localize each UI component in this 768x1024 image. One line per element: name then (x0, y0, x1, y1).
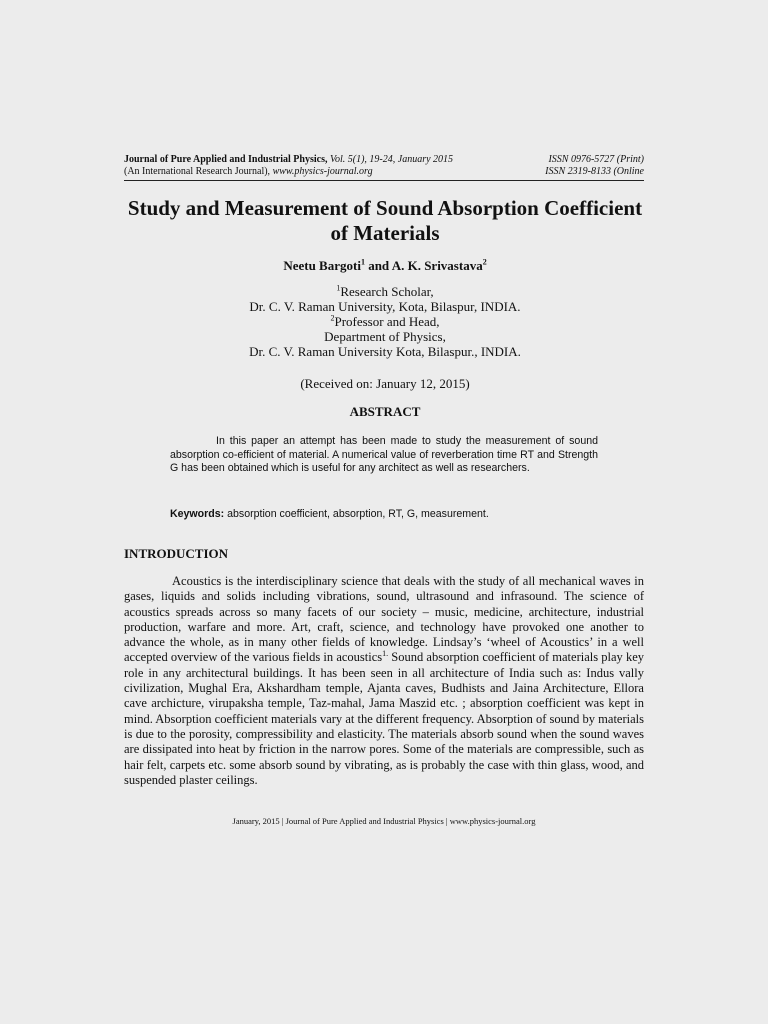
header-right (514, 154, 644, 178)
affiliation-1-role (100, 284, 670, 299)
intro-text-part-1: Acoustics is the interdisciplinary science that deals with the study of all mechanical waves in gases, liquids and solids including vibrations, sound, ultrasound and infrasound. The science of acoustics spreads across so many facets of our society – music, medicine, architecture, industrial production, warfare and more. Art, craft, science, and technology have provoked one another to advance the whole, as in many other fields of knowledge. Lindsay’s ‘wheel of Acoustics’ in a well accepted overview of the various fields in acoustics (124, 574, 644, 665)
header-rule (124, 180, 644, 181)
author-2: A. K. Srivastava (391, 258, 483, 273)
author-2-affil-mark: 2 (482, 257, 487, 267)
title-line-1: Study and Measurement of Sound Absorption Coefficient (127, 196, 643, 220)
journal-website: www.physics-journal.org (272, 166, 373, 177)
affiliations (100, 284, 670, 359)
header-line-1 (124, 154, 524, 166)
affiliation-1-role-text: Research Scholar, (340, 284, 434, 299)
affiliation-2-role-text: Professor and Head, (334, 314, 440, 329)
introduction-paragraph (124, 574, 644, 788)
keywords-list: absorption coefficient, absorption, RT, G, measurement. (224, 508, 489, 520)
journal-subtitle: (An International Research Journal), (124, 166, 273, 177)
issn-print: ISSN 0976-5727 (Print) (548, 154, 644, 165)
affiliation-2-institution: Dr. C. V. Raman University Kota, Bilaspur., INDIA. (249, 344, 521, 359)
intro-text-part-2: Sound absorption coefficient of materials play key role in any architectural buildings. It has been seen in all architecture of India such as: Indus vally civilization, Mughal Era, Akshardham temple, Ajanta caves, Budhists and Jaina Architecture, Ellora cave archicture, virupaksha temple, Taz-mahal, Jama Maszid etc. ; absorption coefficient was kept in mind. Absorption coefficient materials vary at the different frequency. Absorption of sound by materials is due to the porosity, compressibility and elasticity. The materials absorb sound when the sound waves are dissipated into heat by friction in the narrow pores. Some of the materials are compressible, such as hair felt, carpets etc. some absorb sound by vibrating, as is probably the case with thin glass, wood, and suspended plaster ceilings. (124, 650, 644, 787)
author-1-affil-mark: 1 (360, 257, 365, 267)
paper-title (100, 196, 670, 246)
author-list (100, 258, 670, 274)
affiliation-1-mark: 1 (336, 283, 341, 293)
volume-info: Vol. 5(1), 19-24, January 2015 (329, 154, 454, 165)
keywords-label: Keywords: (170, 508, 225, 520)
title-line-2: of Materials (330, 221, 440, 245)
keywords (170, 508, 598, 522)
abstract-text: In this paper an attempt has been made to study the measurement of sound absorption co-efficient of material. A numerical value of reverberation time RT and Strength G has been obtained which is useful for any architect as well as researchers. (170, 435, 598, 474)
journal-name: Journal of Pure Applied and Industrial Physics, (124, 154, 328, 165)
introduction-heading: INTRODUCTION (124, 546, 229, 561)
affiliation-2-role (100, 314, 670, 329)
citation-mark: 1. (382, 649, 389, 659)
issn-online: ISSN 2319-8133 (Online (545, 166, 644, 177)
page-footer: January, 2015 | Journal of Pure Applied and Industrial Physics | www.physics-journal.org (232, 816, 536, 826)
received-date: (Received on: January 12, 2015) (300, 376, 470, 391)
affiliation-2-mark: 2 (330, 313, 335, 323)
header-line-2 (124, 166, 524, 178)
abstract-heading: ABSTRACT (349, 404, 421, 419)
header-left (124, 154, 524, 178)
affiliation-2-department: Department of Physics, (324, 329, 446, 344)
author-1: Neetu Bargoti (283, 258, 361, 273)
author-conjunction: and (364, 258, 392, 273)
affiliation-1-institution: Dr. C. V. Raman University, Kota, Bilaspur, INDIA. (249, 299, 521, 314)
